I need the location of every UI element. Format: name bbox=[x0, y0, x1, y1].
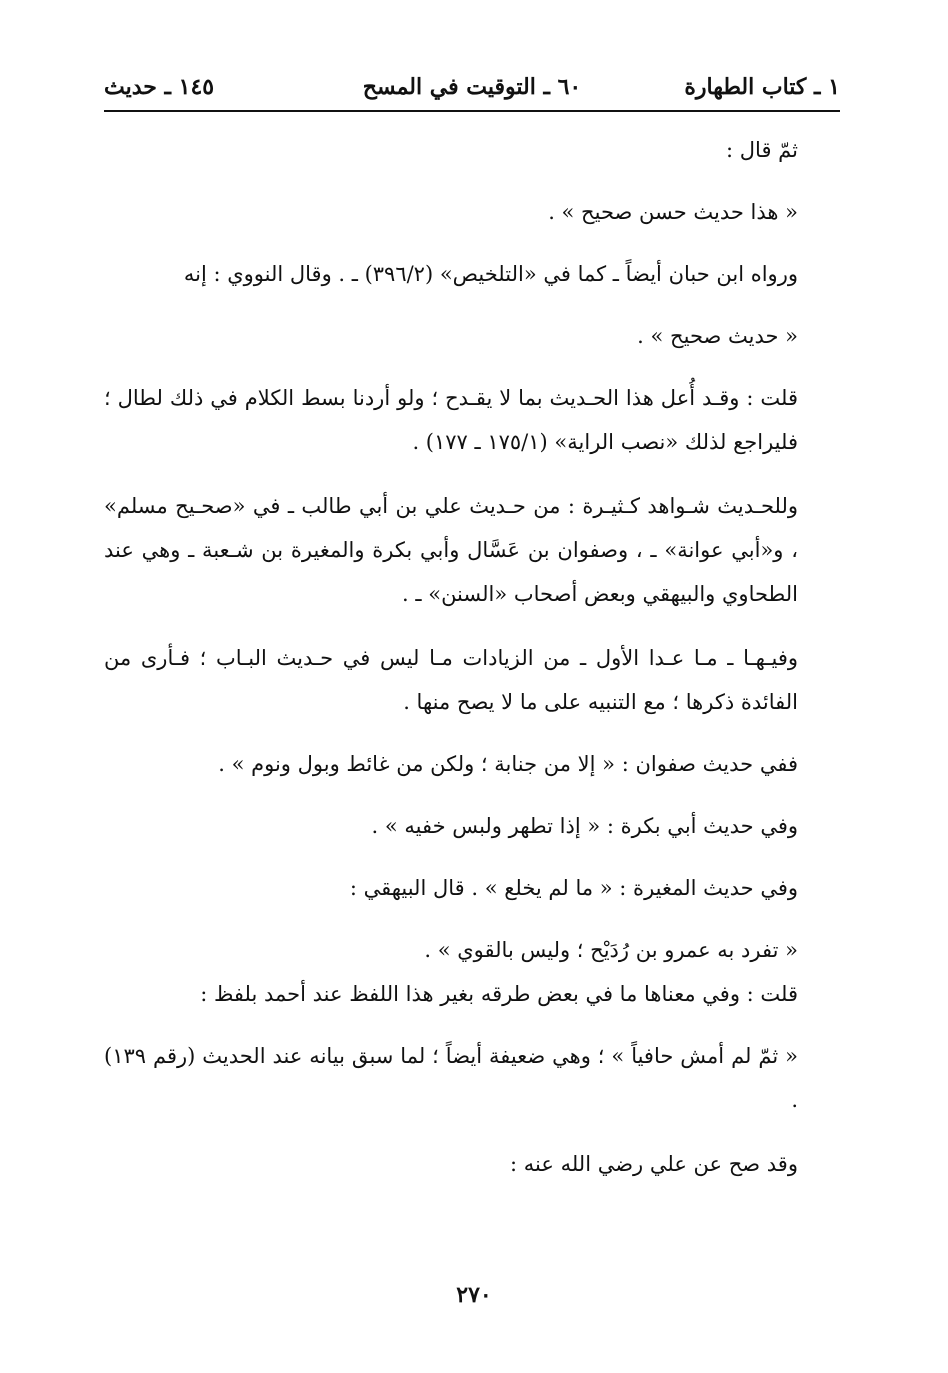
paragraph: ورواه ابن حبان أيضاً ـ كما في «التلخيص» (٣٩٦/٢) ـ . وقال النووي : إنه bbox=[183, 262, 798, 286]
paragraph: قلت : وقـد أُعل هذا الحـديث بما لا يقـدح ؛ ولو أردنا بسط الكلام في ذلك لطال ؛ فليراجع لذلك «نصب الراية» (١٧٥/١ ـ ١٧٧) . bbox=[104, 386, 798, 454]
header-section: ٦٠ ـ التوقيت في المسح bbox=[362, 74, 582, 100]
header-chapter: ١ ـ كتاب الطهارة bbox=[684, 74, 840, 100]
paragraph: ففي حديث صفوان : « إلا من جنابة ؛ ولكن من غائط وبول ونوم » . bbox=[218, 752, 798, 776]
paragraph: وقد صح عن علي رضي الله عنه : bbox=[510, 1152, 798, 1176]
paragraph: ثمّ قال : bbox=[726, 138, 798, 162]
running-header bbox=[104, 70, 840, 112]
header-hadith-number: ١٤٥ ـ حديث bbox=[104, 74, 215, 100]
paragraph: وفيـهـا ـ مـا عـدا الأول ـ من الزيادات مـا ليس في حـديث البـاب ؛ فـأرى من الفائدة ذكرها ؛ مع التنبيه على ما لا يصح منها . bbox=[104, 646, 798, 714]
quote-paragraph: « هذا حديث حسن صحيح » . bbox=[548, 200, 798, 224]
paragraph: قلت : وفي معناها ما في بعض طرقه بغير هذا اللفظ عند أحمد بلفظ : bbox=[200, 982, 798, 1006]
page-body bbox=[104, 128, 840, 1186]
quote-paragraph: « تفرد به عمرو بن رُدَيْح ؛ وليس بالقوي » . bbox=[424, 938, 798, 962]
paragraph: وللحـديث شـواهد كـثيـرة : من حـديث علي بن أبي طالب ـ في «صحـيح مسلم» ، و«أبي عوانة» ـ ، وصفوان بن عَسَّال وأبي بكرة والمغيرة بن شـعبة ـ وهي عند الطحاوي والبيهقي وبعض أصحاب «السنن» ـ . bbox=[104, 494, 798, 606]
paragraph: وفي حديث المغيرة : « ما لم يخلع » . قال البيهقي : bbox=[349, 876, 798, 900]
paragraph: وفي حديث أبي بكرة : « إذا تطهر ولبس خفيه » . bbox=[371, 814, 798, 838]
paragraph: « ثمّ لم أمش حافياً » ؛ وهي ضعيفة أيضاً ؛ لما سبق بيانه عند الحديث (رقم ١٣٩) . bbox=[104, 1044, 798, 1112]
quote-paragraph: « حديث صحيح » . bbox=[637, 324, 798, 348]
page-number: ٢٧٠ bbox=[456, 1282, 492, 1308]
